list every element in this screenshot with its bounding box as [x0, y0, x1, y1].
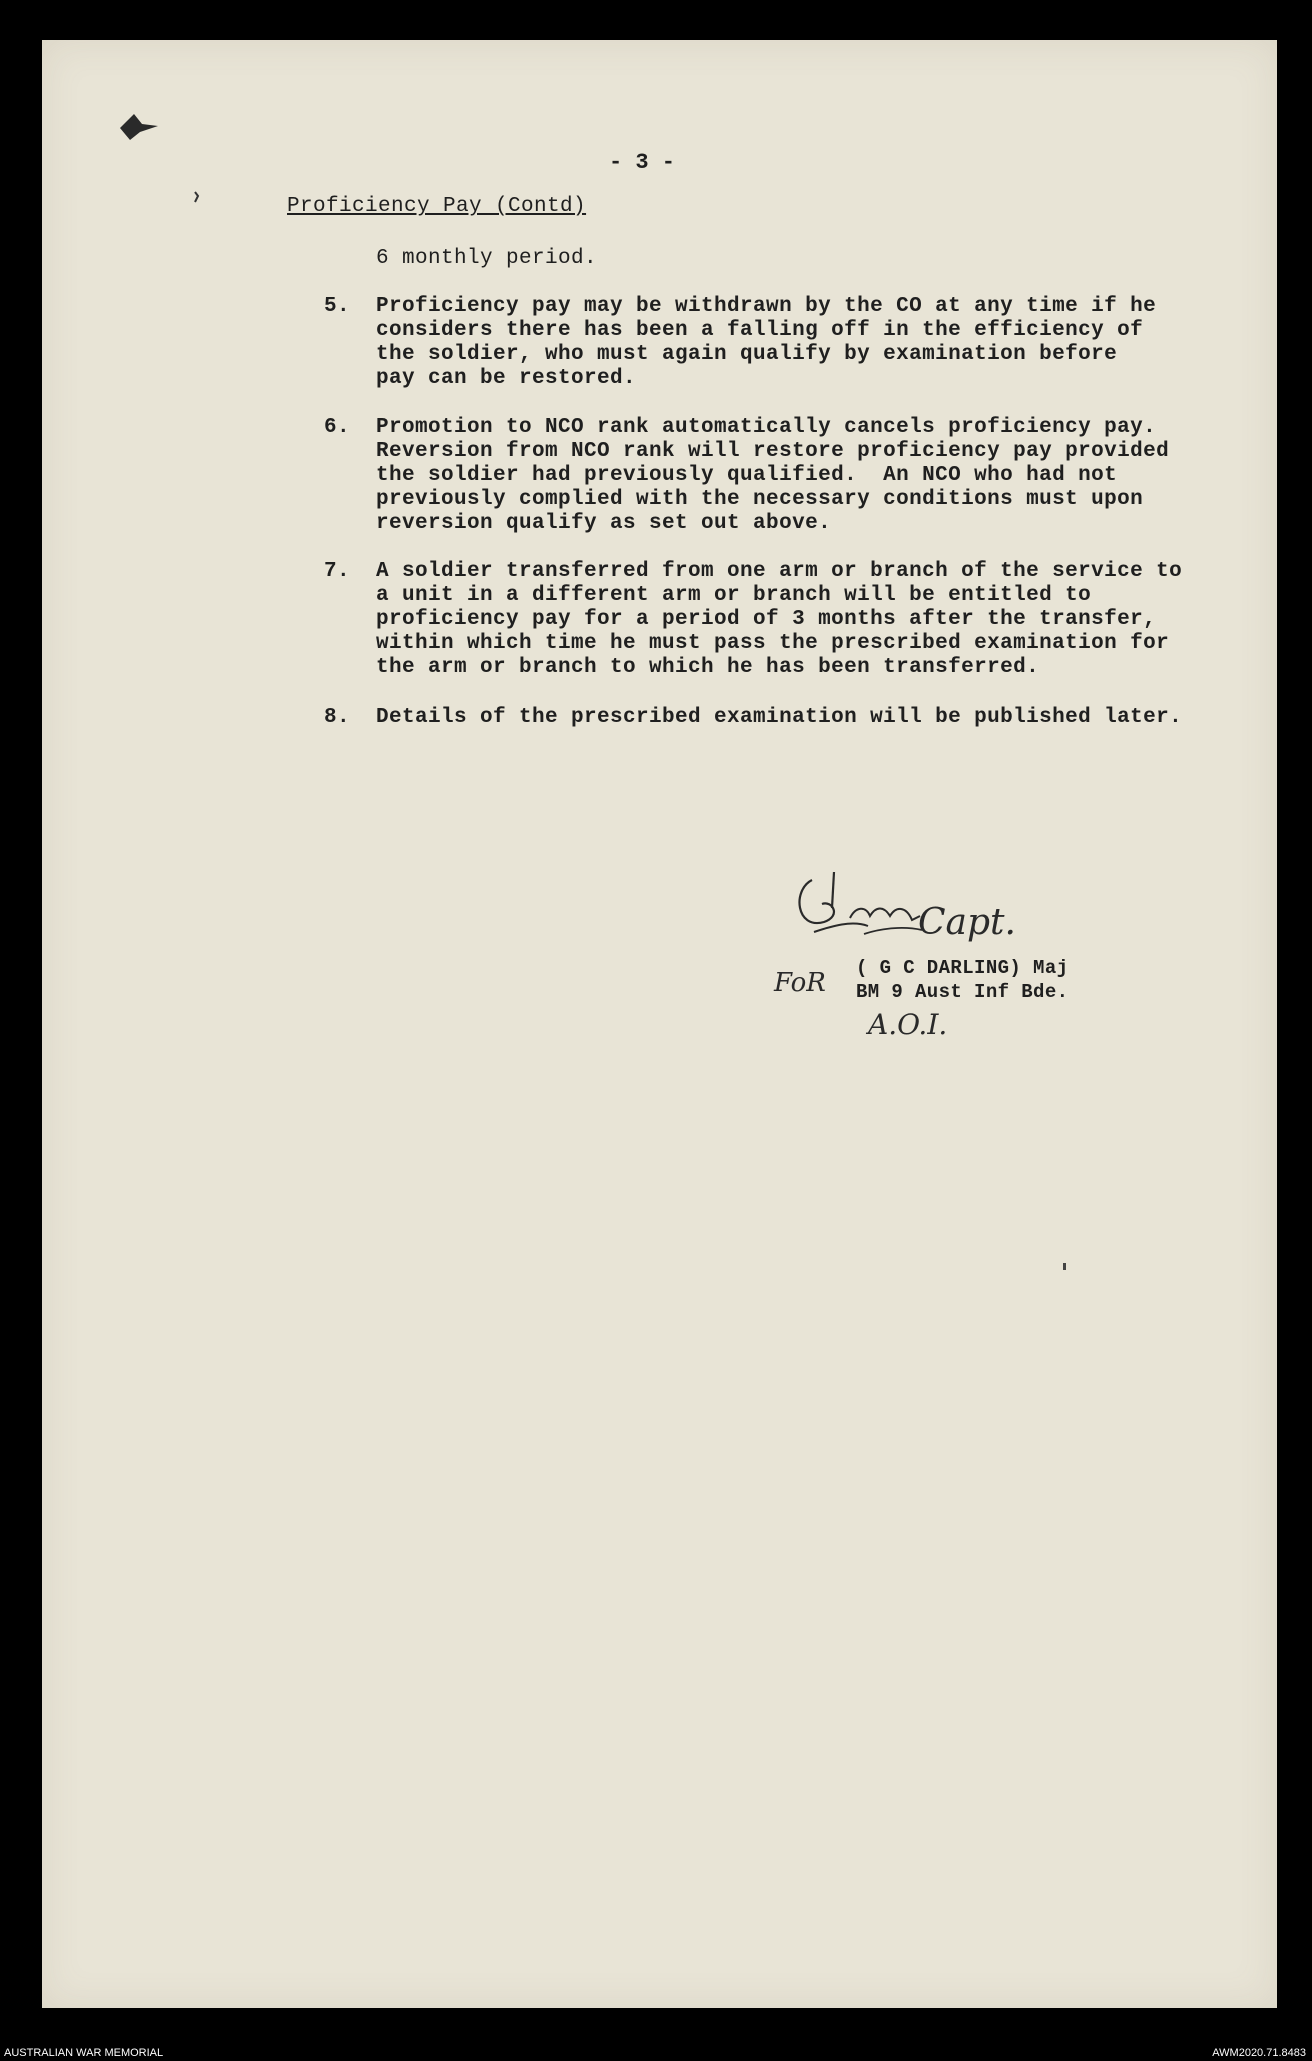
paragraph-line: previously complied with the necessary conditions must upon — [376, 488, 1144, 511]
paragraph-line: the arm or branch to which he has been transferred. — [376, 656, 1040, 679]
section-heading: Proficiency Pay (Contd) — [287, 195, 587, 218]
document-page — [42, 40, 1277, 2008]
punch-hole-mark — [112, 100, 172, 150]
paragraph-line: pay can be restored. — [376, 367, 637, 390]
paragraph-line: considers there has been a falling off in the efficiency of — [376, 319, 1144, 342]
footer-reference: AWM2020.71.8483 — [1212, 2047, 1306, 2059]
ink-speck — [192, 190, 202, 204]
ink-speck — [1062, 1262, 1068, 1272]
paragraph-number: 8. — [324, 706, 351, 729]
signatory-appointment: BM 9 Aust Inf Bde. — [856, 981, 1069, 1003]
paragraph-line: Reversion from NCO rank will restore proficiency pay provided — [376, 440, 1170, 463]
paragraph-line: a unit in a different arm or branch will be entitled to — [376, 584, 1092, 607]
page-number: - 3 - — [609, 150, 676, 175]
footer-credit: AUSTRALIAN WAR MEMORIAL — [4, 2047, 164, 2059]
signature-block — [772, 860, 1132, 1050]
paragraph-line: Details of the prescribed examination will be published later. — [376, 706, 1183, 729]
handwritten-capt: Capt. — [918, 902, 1016, 943]
signatory-name: ( G C DARLING) Maj — [856, 957, 1069, 979]
paragraph-number: 5. — [324, 295, 351, 318]
paragraph-line: A soldier transferred from one arm or branch of the service to — [376, 560, 1183, 583]
paragraph-line: the soldier had previously qualified. An NCO who had not — [376, 464, 1118, 487]
continuation-text: 6 monthly period. — [376, 247, 598, 270]
paragraph-line: Promotion to NCO rank automatically cancels proficiency pay. — [376, 416, 1157, 439]
handwritten-aoi: A.O.I. — [868, 1008, 948, 1041]
handwritten-for: FoR — [774, 968, 826, 998]
paragraph-line: reversion qualify as set out above. — [376, 512, 832, 535]
paragraph-line: proficiency pay for a period of 3 months after the transfer, — [376, 608, 1157, 631]
paragraph-line: within which time he must pass the prescribed examination for — [376, 632, 1170, 655]
paragraph-number: 6. — [324, 416, 351, 439]
paragraph-line: the soldier, who must again qualify by examination before — [376, 343, 1118, 366]
paragraph-number: 7. — [324, 560, 351, 583]
paragraph-line: Proficiency pay may be withdrawn by the CO at any time if he — [376, 295, 1157, 318]
